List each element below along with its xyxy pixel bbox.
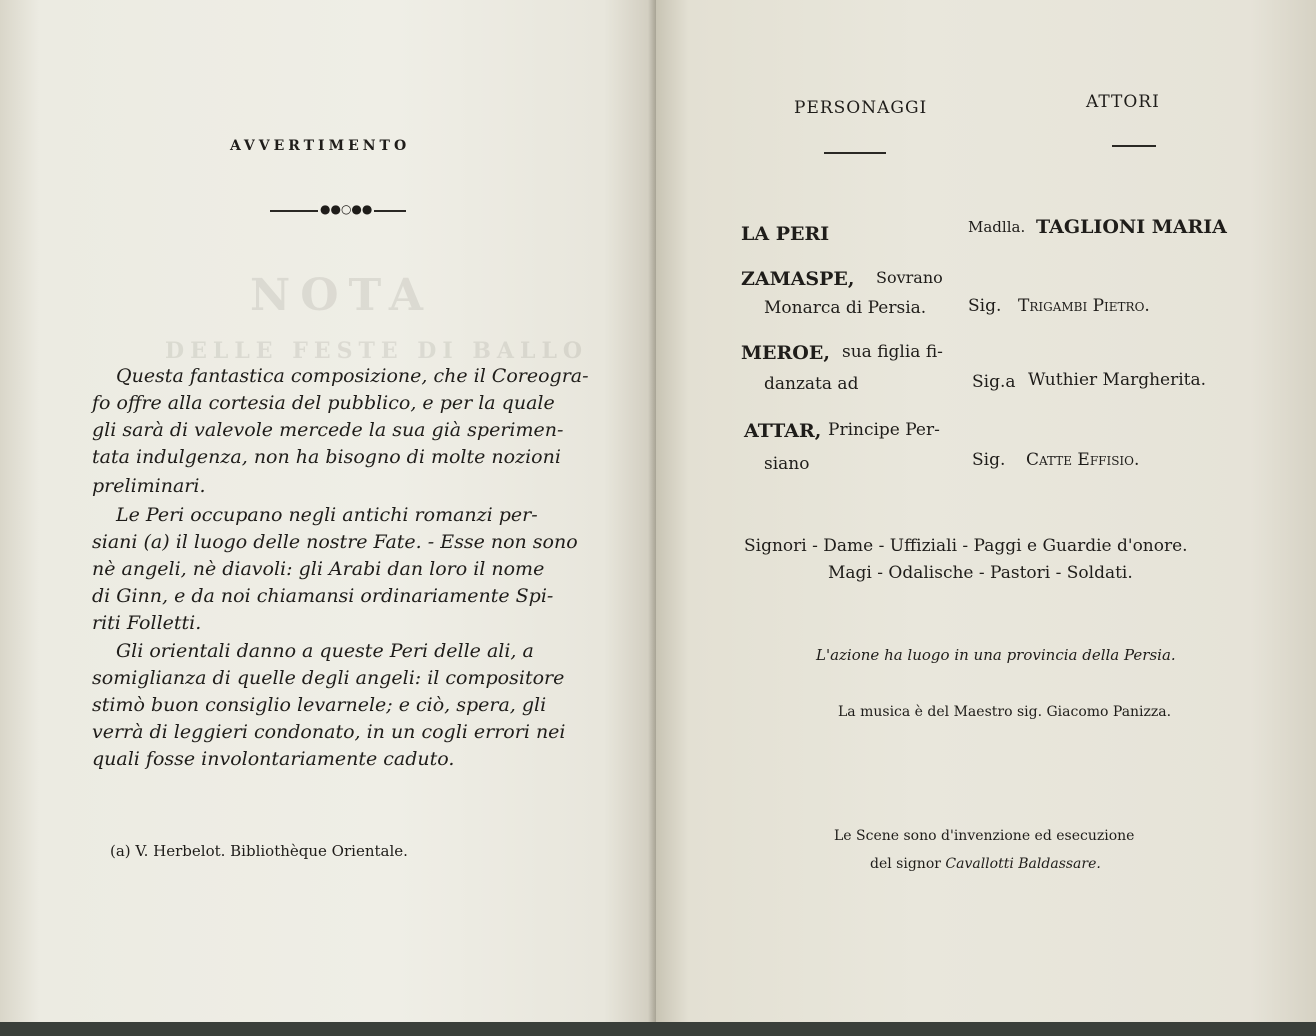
text-line: fo offre alla cortesia del pubblico, e per la quale <box>92 392 555 414</box>
setting-note: L'azione ha luogo in una provincia della Persia. <box>816 646 1176 664</box>
role-description: Monarca di Persia. <box>764 298 927 318</box>
role-description: siano <box>764 454 810 474</box>
text-line: gli sarà di valevole mercede la sua già sperimen- <box>92 419 564 441</box>
bleed-through-text: NOTA <box>250 270 434 321</box>
scenes-credit <box>870 856 1101 872</box>
page-title: AVVERTIMENTO <box>230 138 411 154</box>
actor-name: Trigambi Pietro. <box>1018 296 1150 316</box>
column-header-attori: ATTORI <box>1086 92 1160 112</box>
column-rule <box>824 152 886 154</box>
actor-prefix: Sig.a <box>972 372 1016 392</box>
role-name: ATTAR, <box>744 420 822 442</box>
extras-line: Magi - Odalische - Pastori - Soldati. <box>828 563 1133 583</box>
bleed-through-text: DELLE FESTE DI BALLO <box>165 338 589 364</box>
column-header-personaggi: PERSONAGGI <box>794 98 928 118</box>
actor-name: Catte Effisio. <box>1026 450 1140 470</box>
role-name: MEROE, <box>741 342 830 364</box>
text-line: Le Peri occupano negli antichi romanzi per- <box>116 504 538 526</box>
role-description: sua figlia fi- <box>842 342 943 362</box>
role-description: danzata ad <box>764 374 859 394</box>
text-line: nè angeli, nè diavoli: gli Arabi dan loro il nome <box>92 558 545 580</box>
actor-prefix: Madlla. <box>968 218 1026 236</box>
actor-name: Wuthier Margherita. <box>1028 370 1207 390</box>
scenes-credit-name: Cavallotti Baldassare. <box>945 856 1101 872</box>
role-name: ZAMASPE, <box>741 268 855 290</box>
text-line: Gli orientali danno a queste Peri delle ali, a <box>116 640 534 662</box>
text-line: riti Folletti. <box>92 612 202 634</box>
role-description: Sovrano <box>876 268 943 287</box>
text-line: tata indulgenza, non ha bisogno di molte nozioni <box>92 446 561 468</box>
role-description: Principe Per- <box>828 420 940 440</box>
actor-name: TAGLIONI MARIA <box>1036 216 1227 238</box>
text-line: somiglianza di quelle degli angeli: il compositore <box>92 667 565 689</box>
text-line: Questa fantastica composizione, che il Coreogra- <box>116 365 589 387</box>
text-line: siani (a) il luogo delle nostre Fate. - Esse non sono <box>92 531 578 553</box>
left-page <box>0 0 656 1036</box>
scenes-credit-prefix: del signor <box>870 856 941 872</box>
footnote: (a) V. Herbelot. Bibliothèque Orientale. <box>110 842 408 860</box>
scan-edge <box>0 1022 1316 1036</box>
scenes-credit: Le Scene sono d'invenzione ed esecuzione <box>834 828 1135 844</box>
text-line: stimò buon consiglio levarnele; e ciò, spera, gli <box>92 694 547 716</box>
column-rule <box>1112 145 1156 147</box>
text-line: quali fosse involontariamente caduto. <box>92 748 455 770</box>
text-line: preliminari. <box>92 475 206 497</box>
actor-prefix: Sig. <box>968 296 1002 316</box>
text-line: di Ginn, e da noi chiamansi ordinariamente Spi- <box>92 585 554 607</box>
actor-prefix: Sig. <box>972 450 1006 470</box>
text-line: verrà di leggieri condonato, in un cogli errori nei <box>92 721 566 743</box>
ornament-icon: ●●○●● <box>320 202 373 216</box>
role-name: LA PERI <box>741 223 830 245</box>
extras-line: Signori - Dame - Uffiziali - Paggi e Guardie d'onore. <box>744 536 1188 556</box>
right-page <box>656 0 1316 1036</box>
music-credit: La musica è del Maestro sig. Giacomo Panizza. <box>838 704 1172 720</box>
